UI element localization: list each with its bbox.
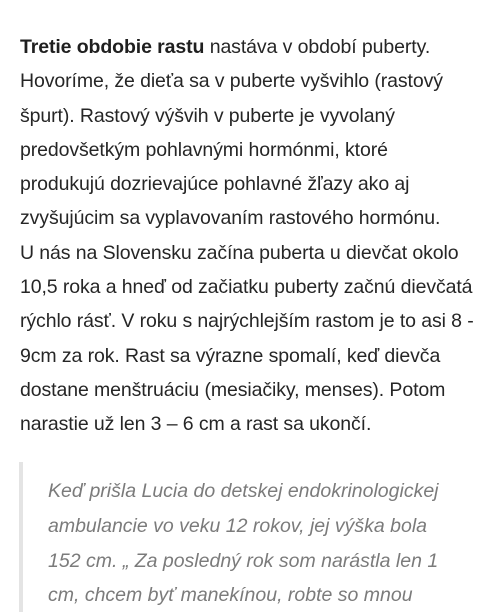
- quote-text: [48, 474, 439, 613]
- paragraph-line: [20, 30, 492, 64]
- paragraph-line: špurt). Rastový výšvih v puberte je vyvolaný: [20, 104, 395, 127]
- paragraph-lead-bold: Tretie obdobie rastu: [20, 36, 205, 58]
- article-body: [20, 30, 492, 442]
- paragraph-line: zvyšujúcim sa vyplavovaním rastového hormónu.: [20, 207, 441, 230]
- paragraph-lead-rest: nastáva v období puberty.: [204, 36, 431, 58]
- quote-line: ambulancie vo veku 12 rokov, jej výška bola: [48, 514, 428, 537]
- paragraph-line: produkujú dozrievajúce pohlavné žľazy ako aj: [20, 173, 410, 196]
- quote-line: cm, chcem byť manekínou, robte so mnou: [48, 584, 413, 607]
- paragraph-line: 9cm za rok. Rast sa výrazne spomalí, keď dievča: [20, 344, 441, 367]
- article-paragraph: [20, 30, 492, 442]
- patient-quote-blockquote: [19, 462, 493, 612]
- paragraph-line: rýchlo rásť. V roku s najrýchlejším rastom je to asi 8 -: [20, 310, 474, 333]
- paragraph-line: Hovoríme, že dieťa sa v puberte vyšvihlo (rastový: [20, 70, 443, 93]
- paragraph-line: narastie už len 3 – 6 cm a rast sa ukončí.: [20, 413, 372, 436]
- paragraph-line: 10,5 roka a hneď od začiatku puberty začnú dievčatá: [20, 276, 473, 299]
- paragraph-line: dostane menštruáciu (mesiačiky, menses). Potom: [20, 378, 446, 401]
- quote-line: Keď prišla Lucia do detskej endokrinologickej: [48, 480, 439, 502]
- paragraph-line: U nás na Slovensku začína puberta u dievčat okolo: [20, 241, 459, 264]
- quote-line: 152 cm. „ Za posledný rok som narástla len 1: [48, 549, 439, 572]
- paragraph-line: predovšetkým pohlavnými hormónmi, ktoré: [20, 138, 388, 161]
